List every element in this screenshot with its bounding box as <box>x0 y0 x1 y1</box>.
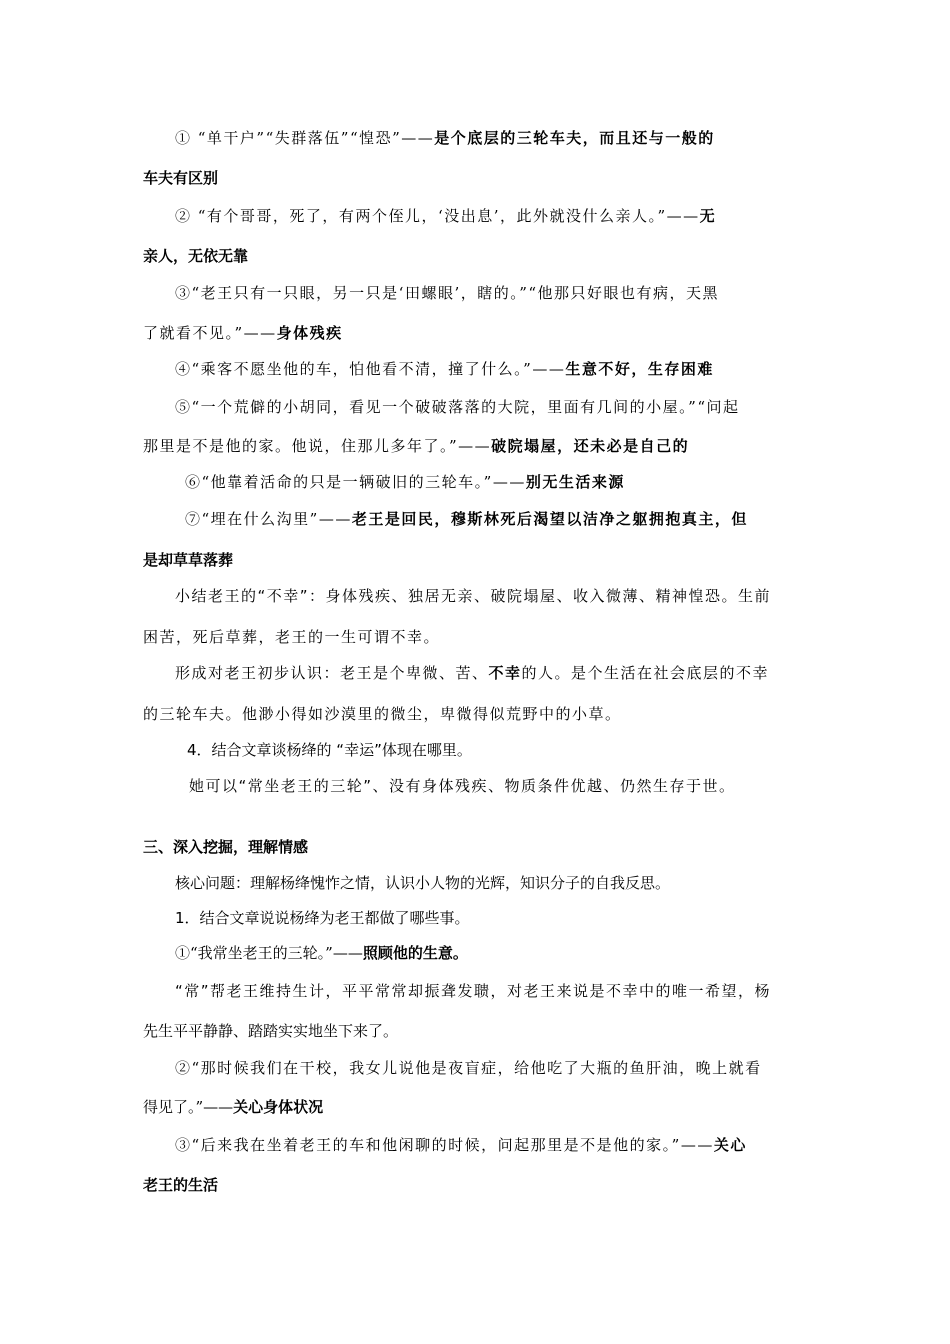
recognition-line-2: 的三轮车夫。他渺小得如沙漠里的微尘，卑微得似荒野中的小草。 <box>143 705 622 723</box>
recognition-line-1: 形成对老王初步认识：老王是个卑微、苦、不幸的人。是个生活在社会底层的不幸 <box>175 664 770 682</box>
answer-4: 她可以“常坐老王的三轮”、没有身体残疾、物质条件优越、仍然生存于世。 <box>189 777 736 795</box>
analysis-text: 身体残疾 <box>276 324 343 342</box>
item-2-line-2 <box>143 246 248 266</box>
summary-line-1: 小结老王的“不幸”：身体残疾、独居无亲、破院塌屋、收入微薄、精神惶恐。生前 <box>175 587 772 605</box>
example-2-line-2 <box>143 1097 323 1117</box>
question-4: 4．结合文章谈杨绛的 “幸运”体现在哪里。 <box>187 741 472 759</box>
item-7-line-2 <box>143 550 233 570</box>
item-6-line <box>185 472 625 492</box>
analysis-text: 亲人，无依无靠 <box>143 247 249 265</box>
example-1-line <box>175 943 468 963</box>
quote-text: ③“老王只有一只眼，另一只是‘田螺眼’，瞎的。”“他那只好眼也有病，天黑 <box>175 284 720 302</box>
paragraph-line-1: “常”帮老王维持生计，平平常常却振聋发聩，对老王来说是不幸中的唯一希望，杨 <box>175 982 772 1000</box>
quote-text: ①“我常坐老王的三轮。”—— <box>175 944 363 962</box>
quote-text: ⑦“埋在什么沟里”—— <box>185 510 352 528</box>
quote-text: ⑥“他靠着活命的只是一辆破旧的三轮车。”—— <box>185 473 526 491</box>
quote-text: ③“后来我在坐着老王的车和他闲聊的时候，问起那里是不是他的家。”—— <box>175 1136 714 1154</box>
analysis-text: 生意不好，生存困难 <box>565 360 714 378</box>
analysis-text: 别无生活来源 <box>525 473 625 491</box>
quote-text: 那里是不是他的家。他说，住那儿多年了。”—— <box>143 437 492 455</box>
item-1-line-1 <box>175 128 715 148</box>
item-5-line-2 <box>143 436 689 456</box>
analysis-text: 无 <box>699 207 717 225</box>
analysis-text: 关心 <box>713 1136 747 1154</box>
section-3-heading: 三、深入挖掘，理解情感 <box>143 838 309 856</box>
analysis-text: 老王的生活 <box>143 1176 219 1194</box>
quote-text: 了就看不见。”—— <box>143 324 277 342</box>
item-4-line <box>175 359 714 379</box>
quote-text: ⑤“一个荒僻的小胡同，看见一个破破落落的大院，里面有几间的小屋。”“问起 <box>175 398 740 416</box>
analysis-text: 是却草草落葬 <box>143 551 234 569</box>
quote-text: ② “有个哥哥，死了，有两个侄儿，‘没出息’，此外就没什么亲人。”—— <box>175 207 700 225</box>
example-3-line-1 <box>175 1135 747 1155</box>
question-1: 1．结合文章说说杨绛为老王都做了哪些事。 <box>175 909 470 927</box>
quote-text: ④“乘客不愿坐他的车，怕他看不清，撞了什么。”—— <box>175 360 566 378</box>
quote-text: ②“那时候我们在干校，我女儿说他是夜盲症，给他吃了大瓶的鱼肝油，晚上就看 <box>175 1059 762 1077</box>
analysis-text: 老王是回民，穆斯林死后渴望以洁净之躯拥抱真主，但 <box>351 510 748 528</box>
item-7-line-1 <box>185 509 748 529</box>
item-2-line-1 <box>175 206 716 226</box>
analysis-text: 破院塌屋，还未必是自己的 <box>491 437 690 455</box>
item-3-line-1 <box>175 283 719 303</box>
core-question: 核心问题：理解杨绛愧怍之情，认识小人物的光辉，知识分子的自我反思。 <box>175 874 671 892</box>
quote-text: 得见了。”—— <box>143 1098 234 1116</box>
quote-text: ① “单干户”“失群落伍”“惶恐”—— <box>175 129 435 147</box>
summary-line-2: 困苦，死后草葬，老王的一生可谓不幸。 <box>143 628 441 646</box>
analysis-text: 照顾他的生意。 <box>362 944 468 962</box>
analysis-text: 关心身体状况 <box>233 1098 324 1116</box>
item-5-line-1 <box>175 397 740 417</box>
paragraph-line-2: 先生平平静静、踏踏实实地坐下来了。 <box>143 1022 399 1040</box>
item-3-line-2 <box>143 323 343 343</box>
emphasis-text: 不幸 <box>488 664 522 682</box>
analysis-text: 车夫有区别 <box>143 169 219 187</box>
example-3-line-2 <box>143 1175 218 1195</box>
item-1-line-2 <box>143 168 218 188</box>
example-2-line-1 <box>175 1058 762 1078</box>
analysis-text: 是个底层的三轮车夫，而且还与一般的 <box>434 129 715 147</box>
